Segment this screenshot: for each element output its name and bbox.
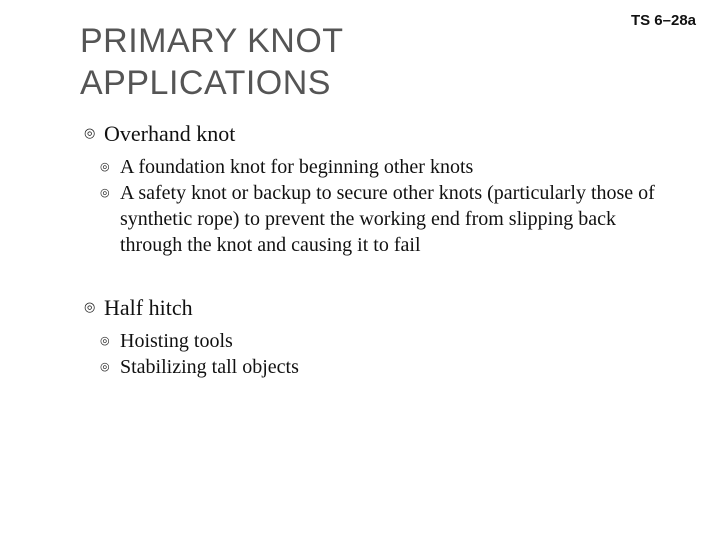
sub-bullet <box>100 354 664 380</box>
bullet-heading: Overhand knot <box>104 121 236 146</box>
sub-bullet <box>100 154 664 180</box>
bullet-icon: ◎ <box>100 186 110 199</box>
bullet-icon: ◎ <box>100 334 110 347</box>
bullet-icon: ◎ <box>84 300 96 315</box>
sub-bullet-text: Hoisting tools <box>120 330 233 352</box>
bullet-heading: Half hitch <box>104 295 193 320</box>
sub-bullet <box>100 180 664 258</box>
slide-number: TS 6–28a <box>630 12 696 29</box>
sub-bullet-text: Stabilizing tall objects <box>120 356 299 378</box>
bullet-overhand-knot <box>84 118 664 150</box>
bullet-icon: ◎ <box>100 160 110 173</box>
bullet-icon: ◎ <box>84 126 96 141</box>
slide-title <box>80 20 500 104</box>
bullet-icon: ◎ <box>100 360 110 373</box>
sub-bullet-group <box>84 328 664 380</box>
bullet-half-hitch <box>84 292 664 324</box>
bullet-list <box>84 118 664 380</box>
slide-title-line-2: APPLICATIONS <box>80 64 331 102</box>
sub-bullet-text: A safety knot or backup to secure other knots (particularly those of synthetic rope) to prevent the working end from slipping back through the knot and causing it to fail <box>120 182 655 256</box>
sub-bullet-group <box>84 154 664 258</box>
sub-bullet-text: A foundation knot for beginning other knots <box>120 156 474 178</box>
slide-title-line-1: PRIMARY KNOT <box>80 22 344 60</box>
sub-bullet <box>100 328 664 354</box>
